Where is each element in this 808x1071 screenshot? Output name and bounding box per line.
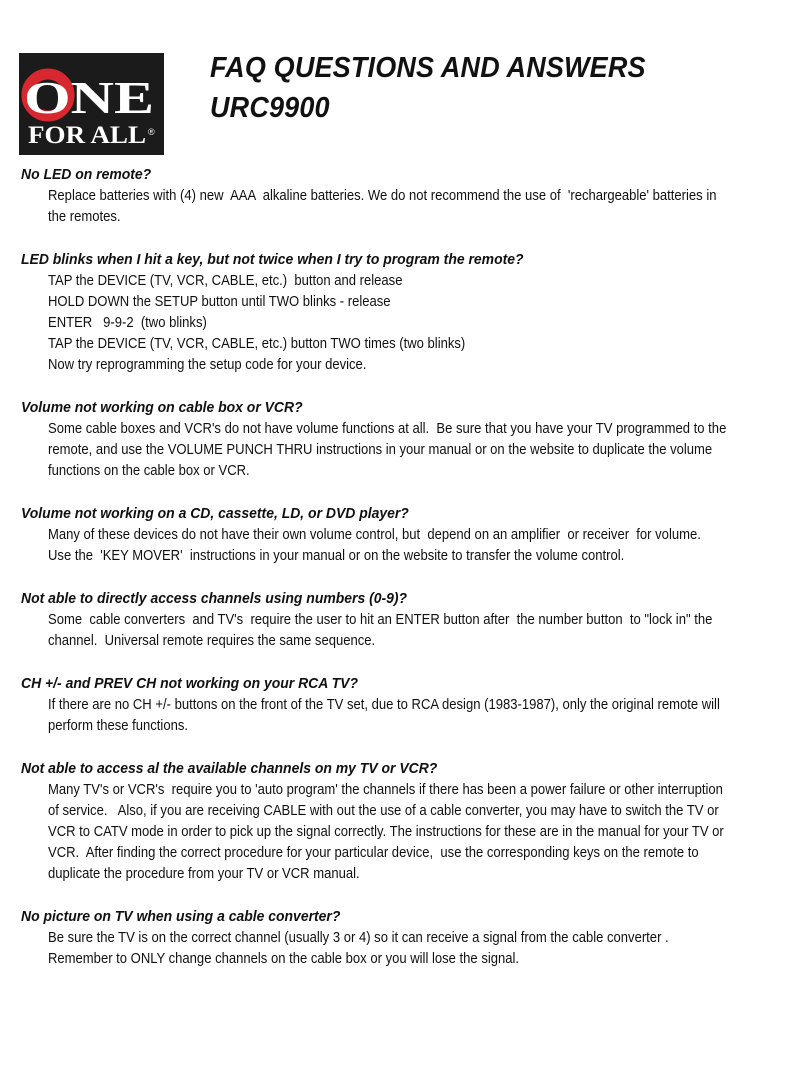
faq-question: Not able to access al the available channels on my TV or VCR? <box>21 760 438 777</box>
answer-line: Some cable converters and TV's require the user to hit an ENTER button after the number button to "lock in" the <box>48 611 713 628</box>
answer-line: TAP the DEVICE (TV, VCR, CABLE, etc.) button TWO times (two blinks) <box>48 335 466 352</box>
faq-answer <box>48 270 694 375</box>
faq-answer <box>48 609 713 651</box>
title-line-2: URC9900 <box>210 92 330 124</box>
answer-line: the remotes. <box>48 208 121 225</box>
faq-list <box>21 160 791 991</box>
faq-item <box>21 758 791 884</box>
faq-question: LED blinks when I hit a key, but not twice when I try to program the remote? <box>21 251 524 268</box>
faq-item <box>21 906 791 969</box>
answer-line: VCR. After finding the correct procedure for your particular device, use the corresponding keys on the remote to <box>48 844 699 861</box>
page-title <box>210 48 646 128</box>
answer-line: Many of these devices do not have their own volume control, but depend on an amplifier or receiver for volume. <box>48 526 701 543</box>
faq-answer <box>48 694 720 736</box>
answer-line: Use the 'KEY MOVER' instructions in your manual or on the website to transfer the volume control. <box>48 547 625 564</box>
answer-line: Many TV's or VCR's require you to 'auto program' the channels if there has been a power failure or other interruption <box>48 781 723 798</box>
faq-answer <box>48 418 727 481</box>
answer-line: VCR to CATV mode in order to pick up the signal correctly. The instructions for these are in the manual for your TV or <box>48 823 724 840</box>
faq-item <box>21 397 791 481</box>
faq-item <box>21 249 791 375</box>
registered-mark: ® <box>148 127 155 137</box>
answer-line: Now try reprogramming the setup code for your device. <box>48 356 367 373</box>
answer-line: If there are no CH +/- buttons on the front of the TV set, due to RCA design (1983-1987), only the original remote will <box>48 696 720 713</box>
answer-line: Replace batteries with (4) new AAA alkaline batteries. We do not recommend the use of 'rechargeable' batteries in <box>48 187 717 204</box>
faq-item <box>21 503 791 566</box>
answer-line: channel. Universal remote requires the same sequence. <box>48 632 376 649</box>
title-line-1: FAQ QUESTIONS AND ANSWERS <box>210 52 646 84</box>
faq-item <box>21 588 791 651</box>
logo-line1: ONE <box>24 72 154 123</box>
faq-answer <box>48 779 724 884</box>
faq-question: CH +/- and PREV CH not working on your RCA TV? <box>21 675 359 692</box>
one-for-all-logo <box>19 53 164 155</box>
answer-line: remote, and use the VOLUME PUNCH THRU instructions in your manual or on the website to duplicate the volume <box>48 441 713 458</box>
answer-line: Remember to ONLY change channels on the cable box or you will lose the signal. <box>48 950 520 967</box>
answer-line: functions on the cable box or VCR. <box>48 462 250 479</box>
answer-line: of service. Also, if you are receiving CABLE with out the use of a cable converter, you may have to switch the TV or <box>48 802 719 819</box>
faq-question: No LED on remote? <box>21 166 152 183</box>
faq-question: No picture on TV when using a cable converter? <box>21 908 341 925</box>
answer-line: Be sure the TV is on the correct channel (usually 3 or 4) so it can receive a signal from the cable converter . <box>48 929 669 946</box>
answer-line: Some cable boxes and VCR's do not have volume functions at all. Be sure that you have your TV programmed to the <box>48 420 727 437</box>
faq-item <box>21 673 791 736</box>
faq-item <box>21 164 791 227</box>
faq-answer <box>48 927 694 969</box>
logo-line2: FOR ALL <box>28 122 146 149</box>
answer-line: HOLD DOWN the SETUP button until TWO blinks - release <box>48 293 391 310</box>
faq-answer <box>48 524 701 566</box>
answer-line: TAP the DEVICE (TV, VCR, CABLE, etc.) button and release <box>48 272 403 289</box>
faq-answer <box>48 185 717 227</box>
answer-line: perform these functions. <box>48 717 189 734</box>
answer-line: duplicate the procedure from your TV or VCR manual. <box>48 865 360 882</box>
faq-question: Volume not working on cable box or VCR? <box>21 399 303 416</box>
faq-question: Not able to directly access channels using numbers (0-9)? <box>21 590 408 607</box>
faq-question: Volume not working on a CD, cassette, LD, or DVD player? <box>21 505 409 522</box>
answer-line: ENTER 9-9-2 (two blinks) <box>48 314 207 331</box>
